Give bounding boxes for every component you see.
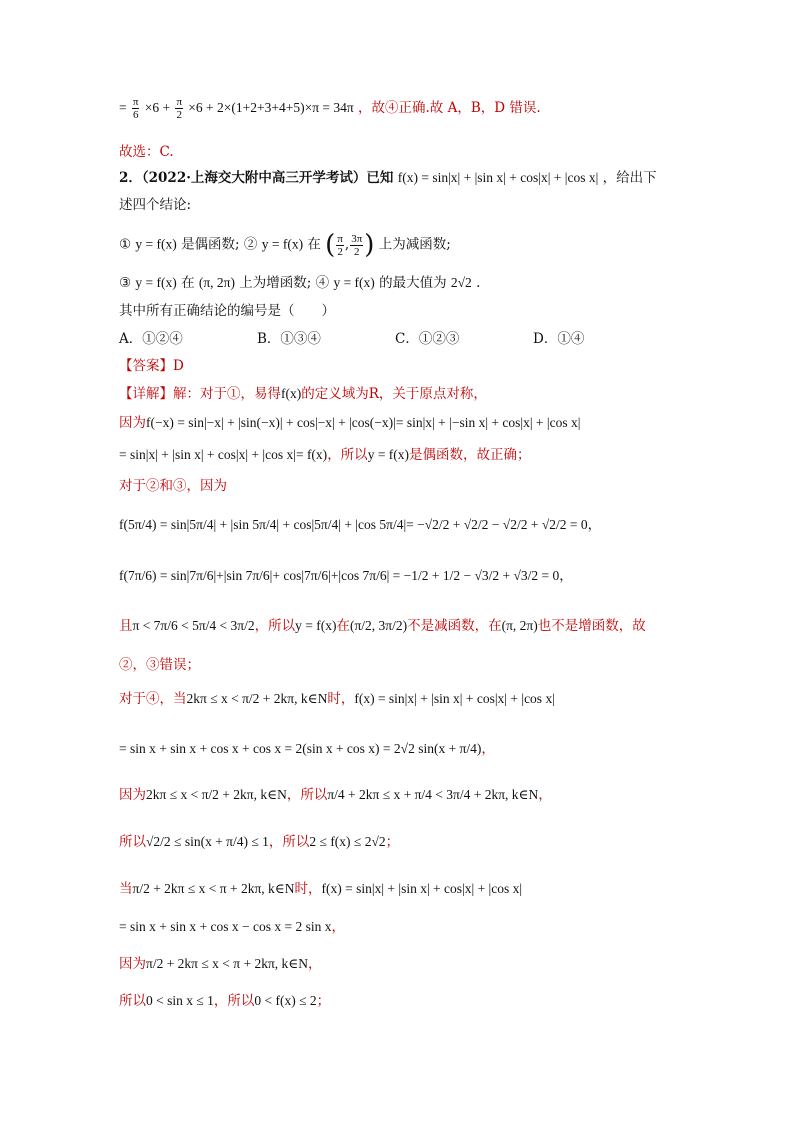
detail-text: 因为	[119, 415, 146, 431]
math-expr: = sin x + sin x + cos x − cos x = 2 sin x	[119, 919, 332, 934]
detail-text: ，所以	[286, 787, 328, 803]
math-expr: f(x) = sin|x| + |sin x| + cos|x| + |cos x|	[321, 881, 523, 896]
math-expr: π/2 + 2kπ ≤ x < π + 2kπ, k∈N	[132, 881, 295, 896]
choice-line: 故选：C.	[119, 144, 174, 160]
answer-label: 【答案】D	[119, 358, 184, 374]
math-expr: = sin x + sin x + cos x + cos x = 2(sin x + cos x) = 2√2 sin(x + π/4)	[119, 741, 482, 756]
detail-line-12	[119, 833, 399, 851]
option-b: B．①③④	[257, 331, 321, 347]
math-expr: f(x)	[281, 386, 302, 401]
numerator: π	[132, 96, 139, 108]
math-expr: √2/2 ≤ sin(x + π/4) ≤ 1	[146, 834, 269, 849]
detail-text: ，	[331, 919, 345, 935]
detail-text: 所以	[119, 993, 146, 1009]
detail-text: ，所以	[254, 618, 296, 634]
math-expr: 2kπ ≤ x < π/2 + 2kπ, k∈N	[186, 691, 328, 706]
detail-line-2	[119, 414, 580, 432]
math-expr: 0 < sin x ≤ 1	[146, 993, 214, 1008]
denominator: 2	[353, 245, 360, 258]
detail-text: 在	[336, 618, 350, 634]
detail-text: ；	[385, 834, 400, 850]
statement-text: 上为减函数;	[378, 236, 451, 253]
statement-text: 在	[181, 275, 195, 291]
option-a: A．①②④	[119, 331, 183, 347]
detail-text: ，所以	[327, 447, 368, 463]
math-expr: y = f(x)	[135, 275, 177, 290]
statement-number: ②	[243, 236, 258, 253]
detail-text: 时，	[294, 881, 322, 897]
denominator: 6	[132, 109, 139, 121]
detail-line-8: ②，③错误；	[119, 657, 200, 673]
detail-text: ，所以	[268, 834, 310, 850]
detail-text: ，	[481, 741, 495, 757]
detail-line-10	[119, 740, 495, 758]
detail-line-15	[119, 955, 322, 973]
statement-number: ④	[315, 275, 330, 291]
detail-text: 【详解】解：对于①，易得	[119, 386, 281, 402]
paren-close: )	[364, 230, 375, 260]
math-expr: π/4 + 2kπ ≤ x + π/4 < 3π/4 + 2kπ, k∈N	[327, 787, 539, 802]
fraction	[336, 233, 344, 258]
math-expr: 0 < f(x) ≤ 2	[254, 993, 317, 1008]
fraction	[350, 233, 363, 258]
statement-text: .	[476, 275, 481, 291]
detail-text: ，所以	[213, 993, 255, 1009]
interval: (π, 2π)	[198, 275, 235, 290]
statement-text: 在	[307, 236, 321, 253]
question-stem-cont: 述四个结论:	[119, 197, 192, 213]
options-row	[119, 330, 671, 348]
detail-line-6: f(7π/6) = sin|7π/6|+|sin 7π/6|+ cos|7π/6|+|cos 7π/6| = −1/2 + 1/2 − √3/2 + √3/2 = 0，	[119, 568, 573, 583]
detail-text: 当	[119, 881, 133, 897]
question-source: 2．（2022·上海交大附中高三开学考试）已知	[119, 170, 394, 186]
conclusion-text: ，故④正确.故 A，B，D 错误.	[358, 100, 541, 116]
question-stem	[119, 169, 657, 187]
math-expr: 2 ≤ f(x) ≤ 2√2	[309, 834, 386, 849]
numerator: 3π	[351, 232, 363, 245]
detail-text: 对于④，当	[119, 691, 187, 707]
fraction	[175, 96, 183, 121]
detail-line-9	[119, 690, 555, 708]
max-value: 2√2	[450, 275, 472, 290]
detail-line-1	[119, 385, 487, 403]
detail-text: 因为	[119, 956, 146, 972]
paren-open: (	[325, 230, 336, 260]
equation-text: ×6 +	[144, 100, 171, 115]
continued-equation-line	[119, 96, 541, 121]
math-expr: y = f(x)	[295, 618, 337, 633]
equation-text: ×6 + 2×(1+2+3+4+5)×π = 34π	[188, 100, 354, 115]
math-expr: = sin|x| + |sin x| + cos|x| + |cos x|= f(x)	[119, 447, 328, 462]
math-expr: π < 7π/6 < 5π/4 < 3π/2	[132, 618, 255, 633]
math-expr: y = f(x)	[367, 447, 410, 462]
detail-text: ；	[316, 993, 331, 1009]
math-expr: 2kπ ≤ x < π/2 + 2kπ, k∈N	[146, 787, 287, 802]
statement-number: ①	[119, 236, 132, 253]
detail-text: ，	[308, 956, 322, 972]
statements-line-1: ① y = f(x) 是偶函数; ② y = f(x) 在 ( $\frac{\pi}{2}$ , $\frac{3\pi}{2}$ ) 上为减函数;	[119, 230, 451, 260]
numerator: π	[337, 232, 343, 245]
math-expr: y = f(x)	[333, 275, 375, 290]
math-expr: f(x) = sin|x| + |sin x| + cos|x| + |cos x|	[354, 691, 555, 706]
function-definition: f(x) = sin|x| + |sin x| + cos|x| + |cos x|	[397, 170, 599, 185]
detail-text: 不是减函数，在	[407, 618, 502, 634]
question-stem-tail: ，给出下	[602, 170, 657, 186]
denominator: 2	[176, 109, 182, 121]
fraction	[132, 96, 140, 121]
detail-line-14	[119, 918, 345, 936]
detail-line-4: 对于②和③，因为	[119, 478, 227, 494]
detail-text: 因为	[119, 787, 146, 803]
detail-text: 是偶函数，故正确；	[409, 447, 531, 463]
statement-text: 上为增函数;	[239, 275, 312, 291]
math-expr: π/2 + 2kπ ≤ x < π + 2kπ, k∈N	[146, 956, 309, 971]
statement-text: 的最大值为	[379, 275, 447, 291]
detail-text: 也不是增函数，故	[537, 618, 646, 634]
detail-line-13	[119, 880, 522, 898]
question-ask: 其中所有正确结论的编号是（ ）	[119, 303, 335, 319]
statement-text: 是偶函数;	[181, 236, 240, 253]
detail-line-3	[119, 446, 531, 464]
math-expr: (π, 2π)	[501, 618, 538, 633]
detail-text: 时，	[327, 691, 355, 707]
detail-line-7	[119, 617, 646, 635]
detail-text: 且	[119, 618, 133, 634]
statements-line-2	[119, 274, 480, 292]
math-expr: f(−x) = sin|−x| + |sin(−x)| + cos|−x| + |cos(−x)|= sin|x| + |−sin x| + cos|x| + |cos x|	[146, 415, 581, 430]
math-expr: y = f(x)	[135, 236, 177, 252]
detail-line-16	[119, 992, 330, 1010]
detail-line-11	[119, 786, 552, 804]
option-d: D．①④	[533, 331, 585, 347]
statement-number: ③	[119, 275, 132, 291]
math-expr: y = f(x)	[261, 236, 304, 252]
detail-text: 的定义域为R，关于原点对称，	[301, 386, 487, 402]
detail-text: 所以	[119, 834, 146, 850]
math-expr: (π/2, 3π/2)	[349, 618, 408, 633]
numerator: π	[176, 96, 182, 108]
equation-text: =	[119, 100, 127, 115]
detail-text: ，	[538, 787, 552, 803]
option-c: C．①②③	[395, 331, 460, 347]
denominator: 2	[337, 245, 343, 258]
detail-line-5: f(5π/4) = sin|5π/4| + |sin 5π/4| + cos|5π/4| + |cos 5π/4|= −√2/2 + √2/2 − √2/2 + √2/2 = 0，	[119, 517, 602, 532]
